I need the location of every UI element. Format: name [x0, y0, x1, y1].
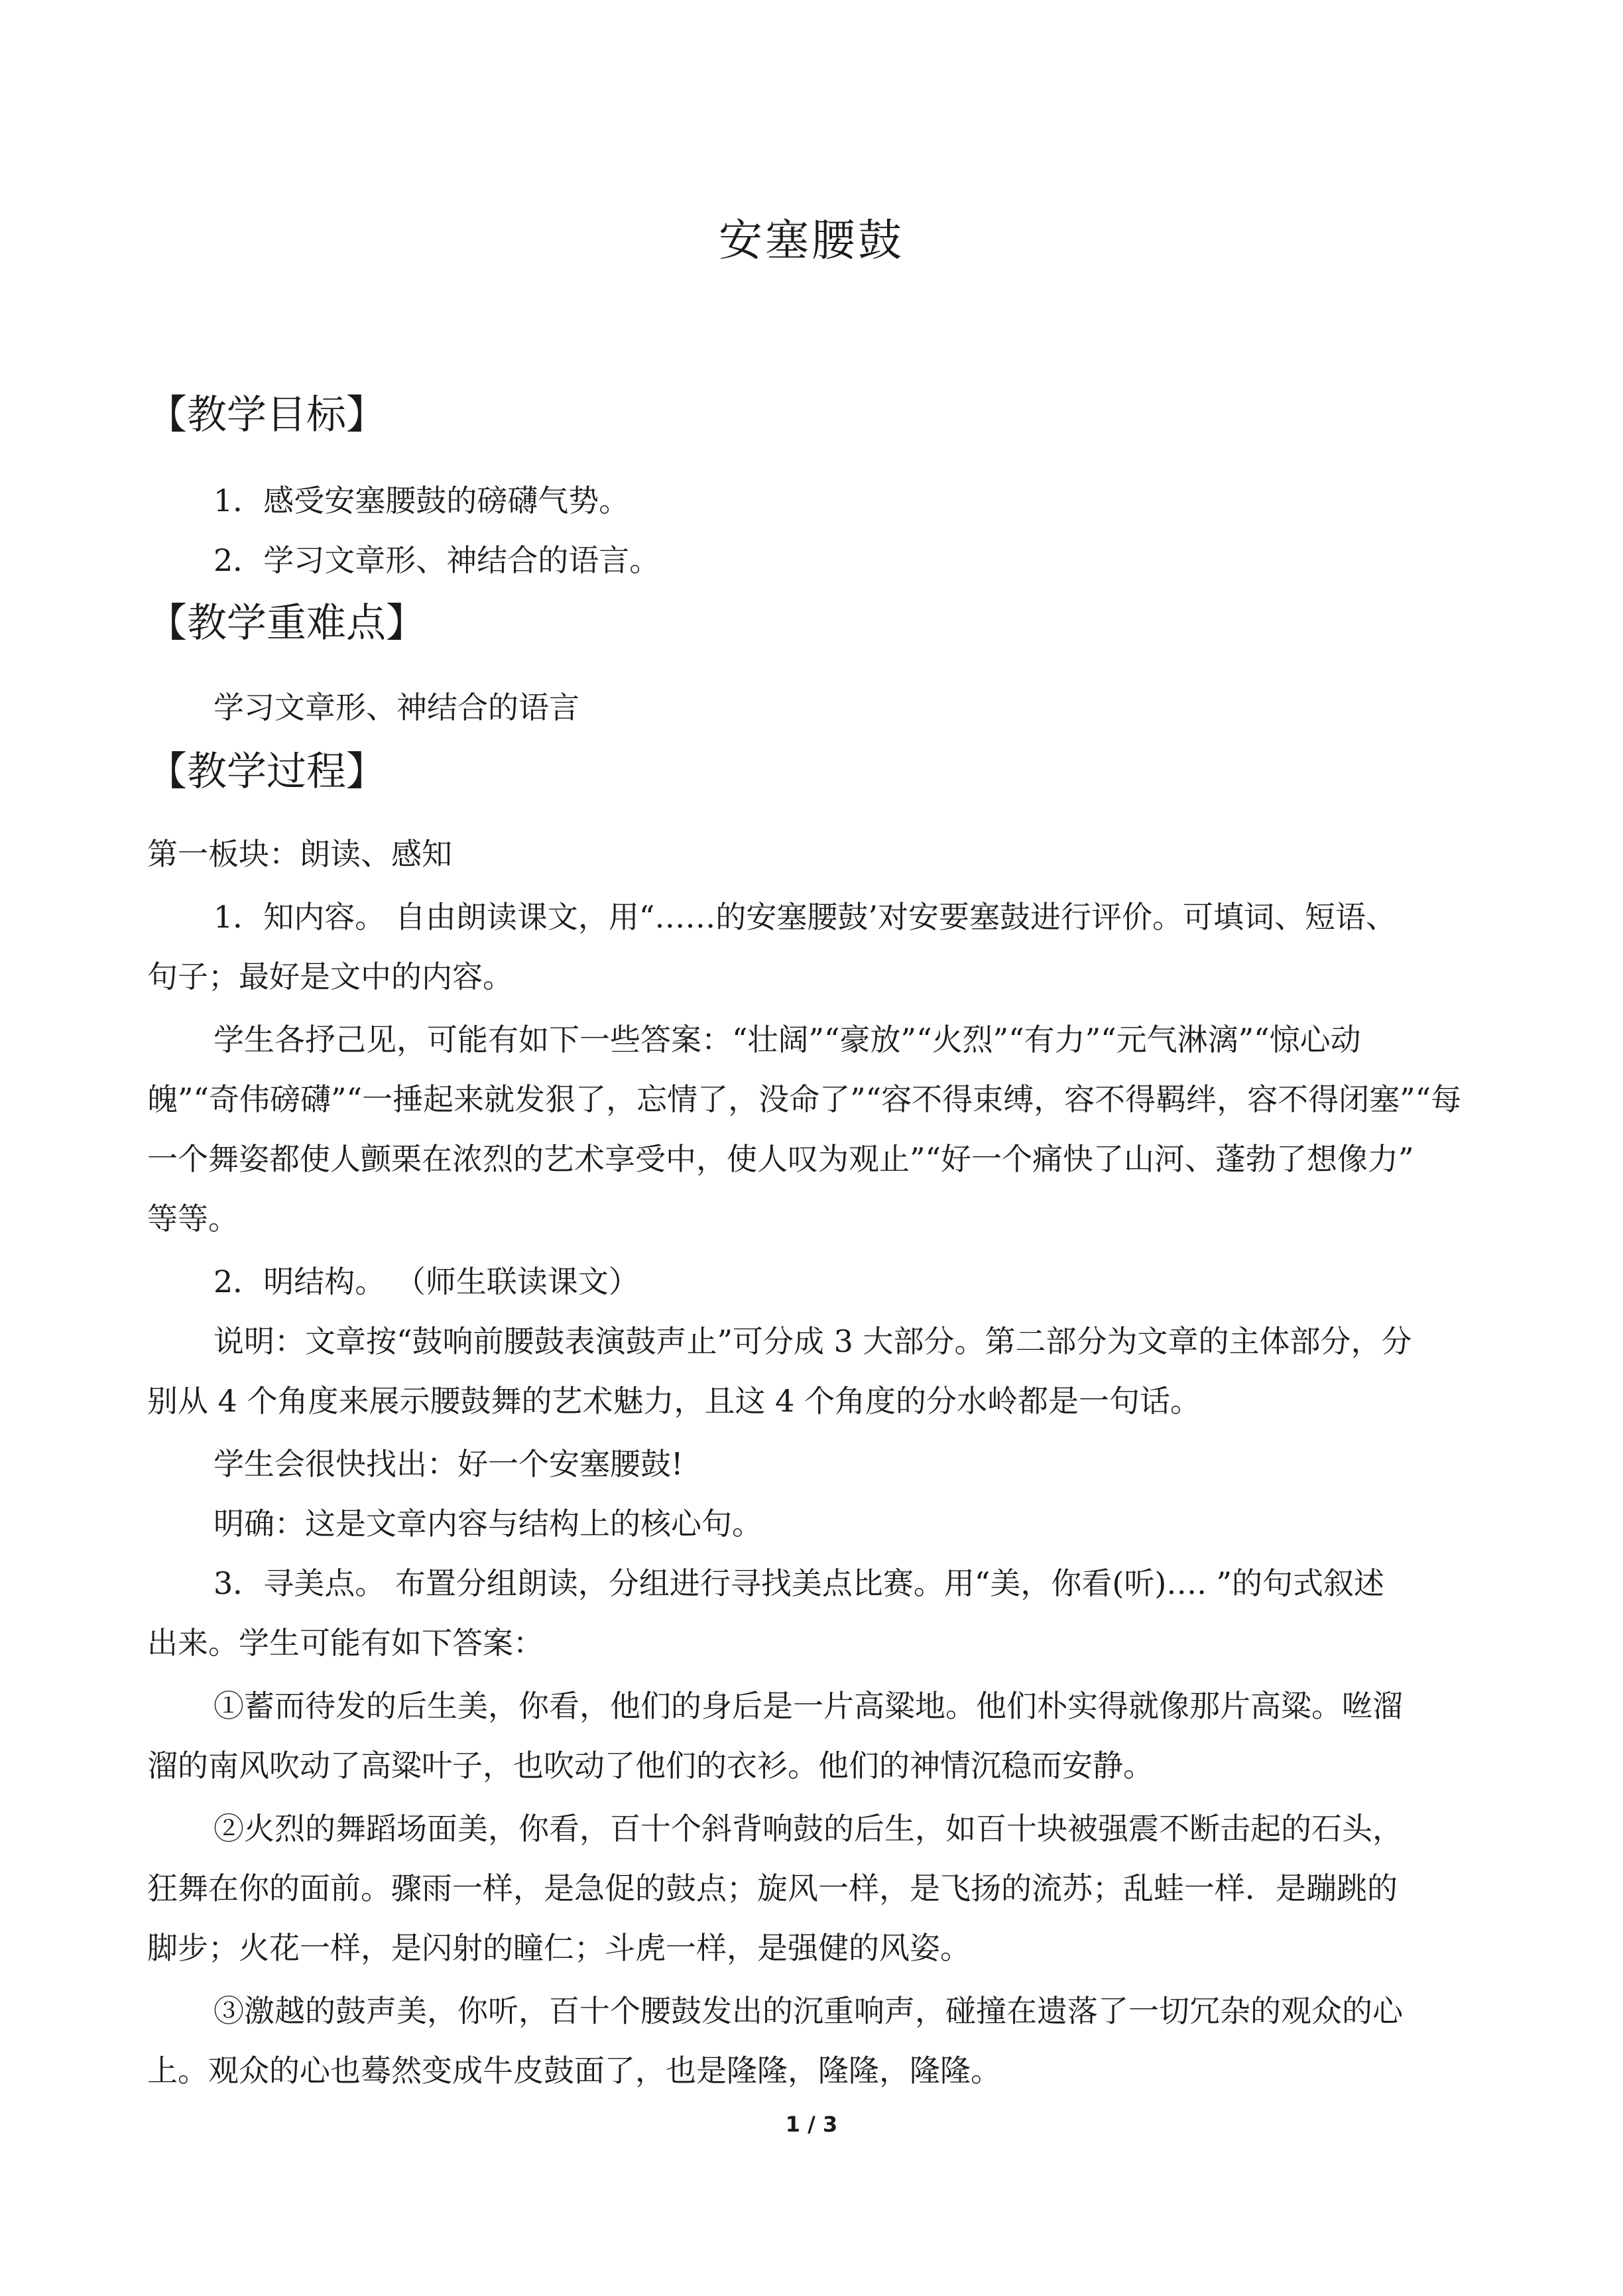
goal-item-1: 1．感受安塞腰鼓的磅礴气势。 — [213, 483, 630, 518]
paragraph-line: 明确：这是文章内容与结构上的核心句。 — [213, 1506, 762, 1541]
heading-teaching-goals: 【教学目标】 — [147, 392, 386, 438]
section-title-block-1: 第一板块：朗读、感知 — [147, 836, 452, 872]
paragraph-line: 出来。学生可能有如下答案： — [147, 1625, 544, 1661]
paragraph-line: 3．寻美点。 布置分组朗读，分组进行寻找美点比赛。用“美，你看(听)…. ”的句式叙述 — [213, 1565, 1385, 1601]
paragraph-line: 一个舞姿都使人颤栗在浓烈的艺术享受中，使人叹为观止”“好一个痛快了山河、蓬勃了想像力” — [147, 1141, 1414, 1177]
page-title: 安塞腰鼓 — [719, 215, 904, 266]
page-number: 1 / 3 — [785, 2112, 838, 2137]
paragraph-line: 2．明结构。 （师生联读课文） — [213, 1264, 639, 1299]
paragraph-line: ②火烈的舞蹈场面美，你看，百十个斜背响鼓的后生，如百十块被强震不断击起的石头， — [213, 1811, 1403, 1846]
paragraph-line: 溜的南风吹动了高粱叶子，也吹动了他们的衣衫。他们的神情沉稳而安静。 — [147, 1748, 1154, 1783]
paragraph-line: 学生会很快找出：好一个安塞腰鼓! — [213, 1446, 684, 1482]
heading-teaching-process: 【教学过程】 — [147, 749, 386, 795]
heading-key-points: 【教学重难点】 — [147, 600, 426, 646]
paragraph-line: 等等。 — [147, 1201, 239, 1237]
paragraph-line: 别从 4 个角度来展示腰鼓舞的艺术魅力，且这 4 个角度的分水岭都是一句话。 — [147, 1383, 1201, 1419]
paragraph-line: 1．知内容。 自由朗读课文，用“……的安塞腰鼓’对安要塞鼓进行评价。可填词、短语、 — [213, 899, 1397, 935]
paragraph-line: 学生各抒己见，可能有如下一些答案：“壮阔”“豪放”“火烈”“有力”“元气淋漓”“惊心动 — [213, 1022, 1361, 1057]
paragraph-line: 句子；最好是文中的内容。 — [147, 959, 513, 995]
paragraph-line: 狂舞在你的面前。骤雨一样，是急促的鼓点；旋风一样，是飞扬的流苏；乱蛙一样．是蹦跳的 — [147, 1870, 1398, 1906]
paragraph-line: 魄”“奇伟磅礴”“一捶起来就发狠了，忘情了，没命了”“容不得束缚，容不得羁绊，容不得闭塞”“每 — [147, 1081, 1462, 1117]
paragraph-line: ①蓄而待发的后生美，你看，他们的身后是一片高粱地。他们朴实得就像那片高粱。咝溜 — [213, 1688, 1403, 1724]
paragraph-line: 脚步；火花一样，是闪射的瞳仁；斗虎一样，是强健的风姿。 — [147, 1930, 971, 1966]
key-points-text: 学习文章形、神结合的语言 — [213, 690, 579, 725]
goal-item-2: 2．学习文章形、神结合的语言。 — [213, 542, 660, 578]
paragraph-line: 上。观众的心也蓦然变成牛皮鼓面了，也是隆隆，隆隆，隆隆。 — [147, 2053, 1001, 2088]
paragraph-line: ③激越的鼓声美，你听，百十个腰鼓发出的沉重响声，碰撞在遗落了一切冗杂的观众的心 — [213, 1993, 1403, 2029]
paragraph-line: 说明：文章按“鼓响前腰鼓表演鼓声止”可分成 3 大部分。第二部分为文章的主体部分，分 — [213, 1323, 1412, 1359]
